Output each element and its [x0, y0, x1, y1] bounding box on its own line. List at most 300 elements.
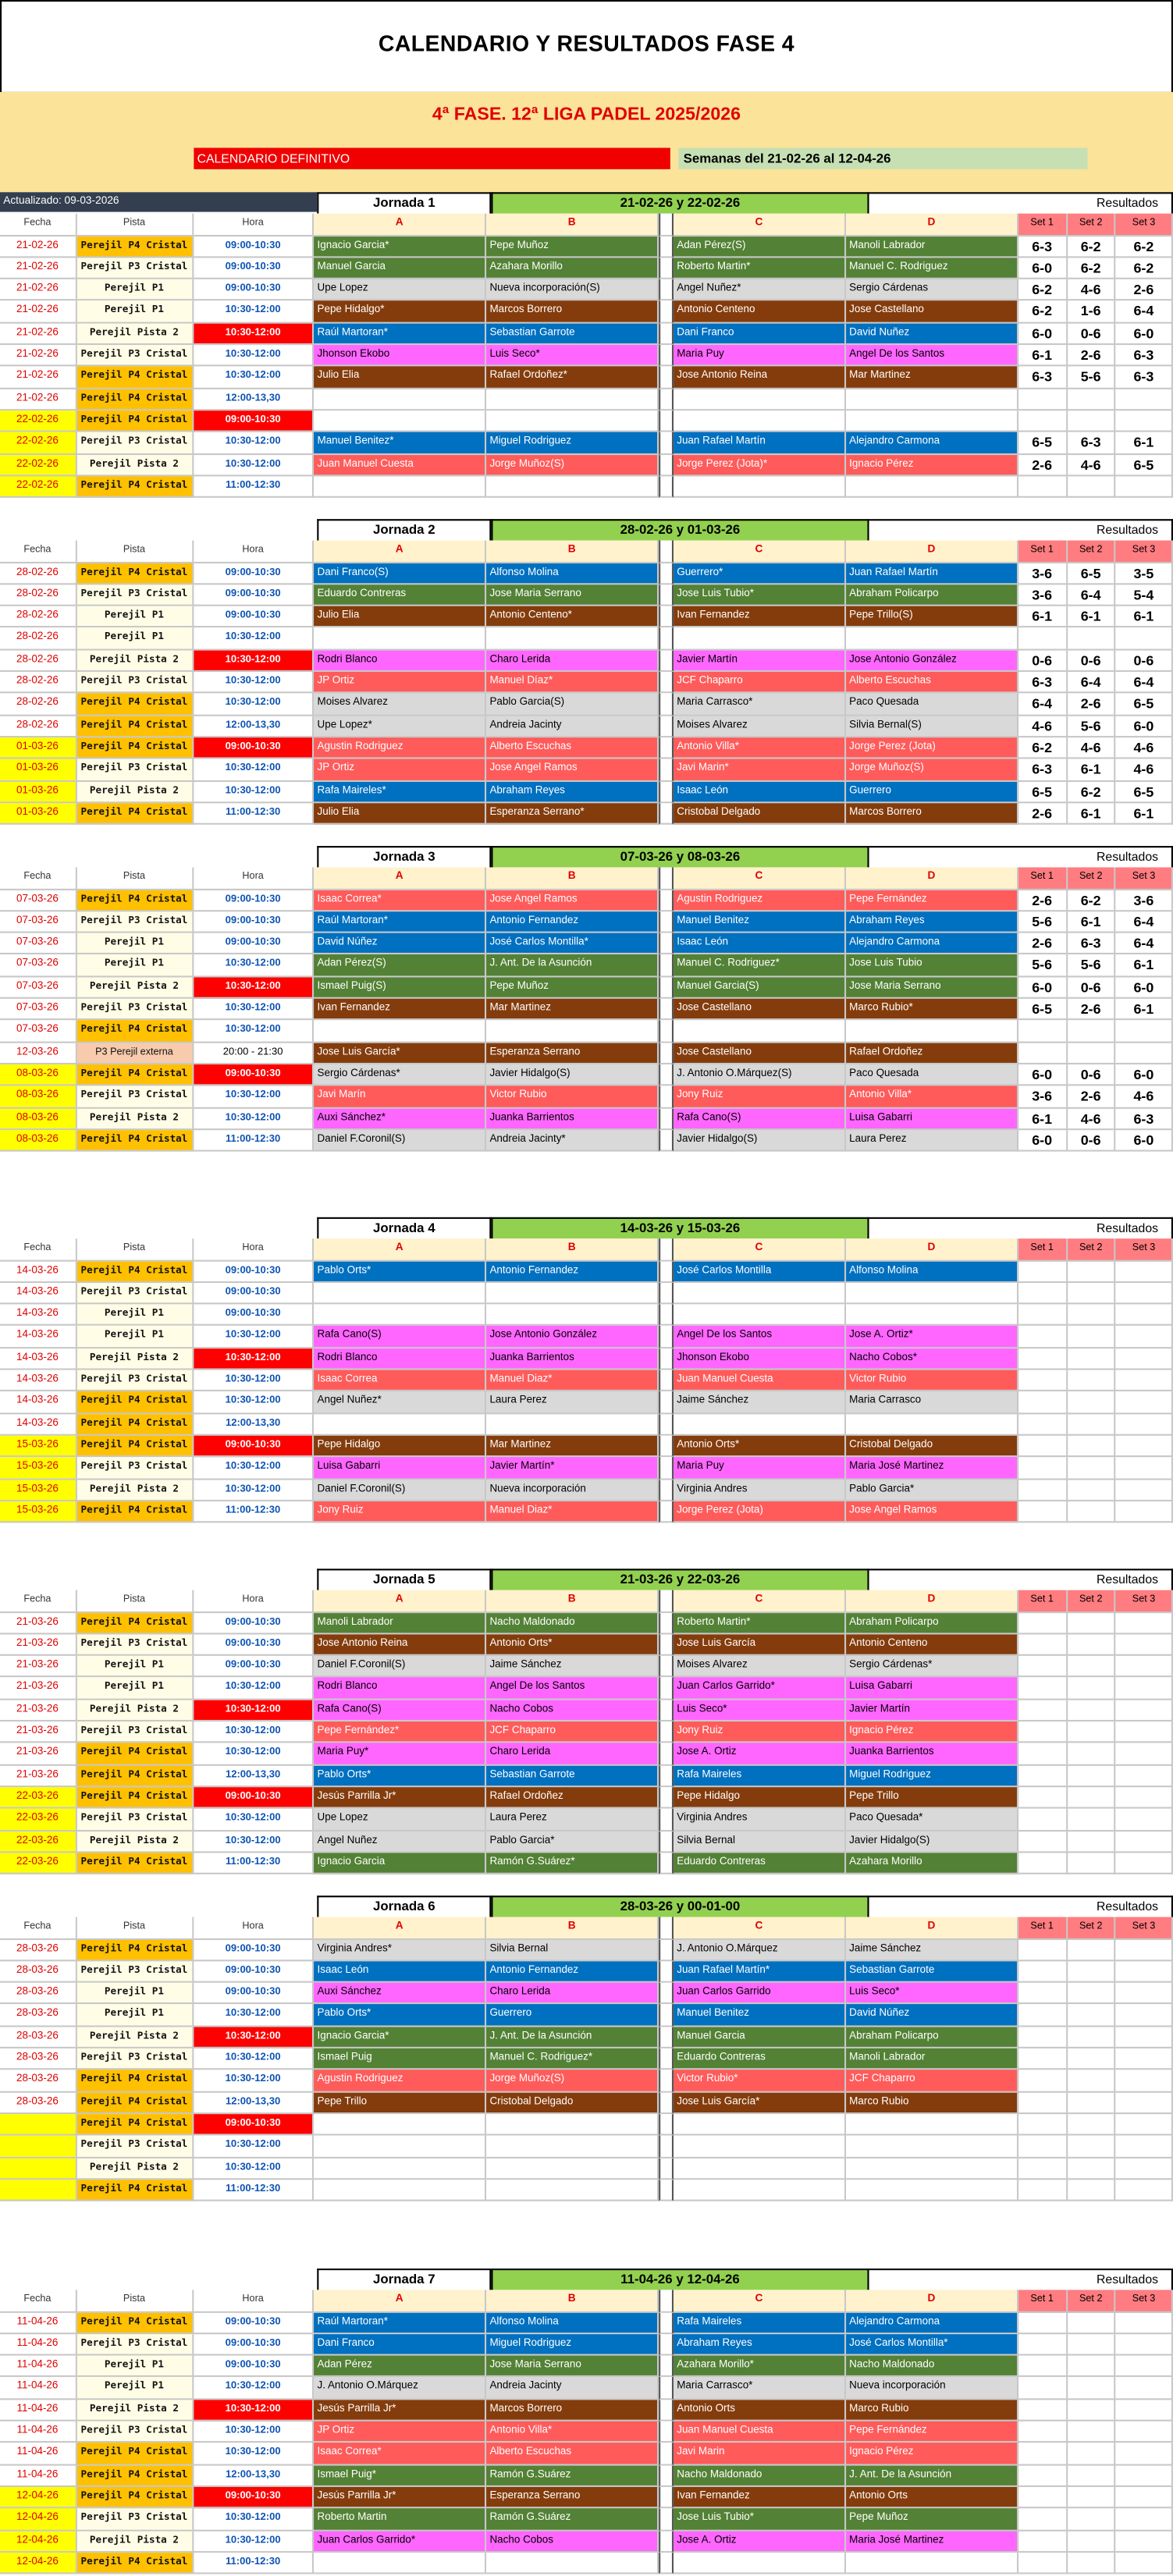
match-row — [0, 1108, 1173, 1130]
set-1-score: 2-6 — [1018, 454, 1068, 476]
column-divider — [659, 2421, 674, 2443]
player-d: Pepe Fernández — [846, 2421, 1018, 2443]
player-d: Alberto Escuchas — [846, 672, 1018, 694]
column-divider — [659, 1348, 674, 1370]
match-court: Perejil P4 Cristal — [76, 1501, 194, 1523]
jornada-title: Jornada 4 — [317, 1217, 491, 1239]
set-3-score — [1116, 1634, 1173, 1656]
column-divider — [659, 933, 674, 955]
player-d: Jorge Perez (Jota) — [846, 737, 1018, 759]
match-row — [0, 2070, 1173, 2092]
match-time: 10:30-12:00 — [194, 454, 314, 476]
match-row — [0, 1327, 1173, 1348]
set-1-score: 6-3 — [1018, 672, 1068, 694]
set2-header: Set 2 — [1068, 1917, 1117, 1939]
column-divider — [659, 1108, 674, 1130]
player-b — [486, 2180, 659, 2201]
player-d — [846, 1021, 1018, 1043]
set-1-score — [1018, 1656, 1068, 1678]
column-divider — [659, 672, 674, 694]
set-1-score: 2-6 — [1018, 890, 1068, 911]
column-divider — [659, 1809, 674, 1831]
match-date: 22-03-26 — [0, 1787, 76, 1809]
match-row — [0, 1634, 1173, 1656]
match-date: 07-03-26 — [0, 933, 76, 955]
column-divider — [659, 803, 674, 825]
fecha-header: Fecha — [0, 1590, 76, 1612]
match-row — [0, 911, 1173, 933]
match-row — [0, 389, 1173, 410]
set-1-score — [1018, 1634, 1068, 1656]
set-3-score: 6-4 — [1116, 911, 1173, 933]
player-c: Angel Nuñez* — [674, 279, 846, 301]
match-time: 10:30-12:00 — [194, 628, 314, 650]
match-court: Perejil P1 — [76, 301, 194, 323]
player-d: Alejandro Carmona — [846, 432, 1018, 454]
column-divider — [659, 2070, 674, 2092]
player-c: Juan Rafael Martín* — [674, 1961, 846, 1983]
set-1-score: 6-2 — [1018, 279, 1068, 301]
player-c: Javier Martín — [674, 650, 846, 672]
player-d: Luis Seco* — [846, 1983, 1018, 2005]
header-spacer — [0, 1217, 77, 1239]
player-b: Alfonso Molina — [486, 2312, 659, 2334]
player-d: Pepe Muñoz — [846, 2509, 1018, 2531]
match-row — [0, 1853, 1173, 1874]
set-3-score — [1116, 2356, 1173, 2378]
jornada-title: Jornada 2 — [317, 519, 491, 541]
match-court: Perejil Pista 2 — [76, 1108, 194, 1130]
match-row — [0, 2465, 1173, 2487]
player-d: Miguel Rodriguez — [846, 1765, 1018, 1787]
match-time: 10:30-12:00 — [194, 1700, 314, 1721]
player-d-header: D — [846, 1590, 1018, 1612]
player-c — [674, 1021, 846, 1043]
player-a — [314, 389, 486, 410]
resultados-label: Resultados — [869, 192, 1173, 214]
resultados-label: Resultados — [869, 519, 1173, 541]
set-3-score — [1116, 2048, 1173, 2070]
set-3-score: 6-0 — [1116, 1130, 1173, 1152]
set-2-score — [1067, 2136, 1116, 2158]
match-date: 08-03-26 — [0, 1086, 76, 1108]
column-divider — [659, 606, 674, 628]
player-b: Pepe Muñoz — [486, 236, 659, 258]
set-3-score: 6-5 — [1116, 694, 1173, 716]
match-date: 12-04-26 — [0, 2487, 76, 2509]
match-date: 21-03-26 — [0, 1765, 76, 1787]
player-a: Isaac Correa* — [314, 890, 486, 911]
set-1-score — [1018, 1261, 1068, 1283]
player-a: Angel Nuñez* — [314, 1392, 486, 1414]
player-b-header: B — [486, 1917, 659, 1939]
column-divider — [659, 1458, 674, 1480]
match-date: 28-02-26 — [0, 694, 76, 716]
player-c: Maria Carrasco* — [674, 694, 846, 716]
match-row — [0, 737, 1173, 759]
column-divider — [659, 911, 674, 933]
player-c: Jaime Sánchez — [674, 1392, 846, 1414]
match-row — [0, 2378, 1173, 2400]
player-a: JP Ortiz — [314, 672, 486, 694]
match-court: Perejil P4 Cristal — [76, 694, 194, 716]
player-c: Rafa Maireles — [674, 1765, 846, 1787]
player-c — [674, 389, 846, 410]
set-1-score — [1018, 1414, 1068, 1436]
set-3-score — [1116, 2378, 1173, 2400]
player-c — [674, 410, 846, 432]
player-d: Jose Angel Ramos — [846, 1501, 1018, 1523]
set-3-score — [1116, 1700, 1173, 1721]
set-2-score — [1067, 2070, 1116, 2092]
jornada-dates: 11-04-26 y 12-04-26 — [491, 2269, 869, 2290]
match-row — [0, 2531, 1173, 2553]
match-date: 21-02-26 — [0, 367, 76, 389]
player-c-header: C — [674, 1917, 846, 1939]
set-2-score — [1067, 1831, 1116, 1853]
match-time: 09:00-10:30 — [194, 1305, 314, 1327]
match-date: 12-04-26 — [0, 2509, 76, 2531]
match-time: 09:00-10:30 — [194, 1656, 314, 1678]
player-c — [674, 2553, 846, 2574]
player-d: Juanka Barrientos — [846, 1743, 1018, 1765]
column-divider — [659, 759, 674, 781]
player-c: Juan Rafael Martín — [674, 432, 846, 454]
match-court: Perejil P3 Cristal — [76, 911, 194, 933]
match-court: Perejil P4 Cristal — [76, 476, 194, 498]
player-b-header: B — [486, 541, 659, 563]
player-d: Maria José Martinez — [846, 2531, 1018, 2553]
match-row — [0, 1612, 1173, 1634]
column-divider — [659, 2487, 674, 2509]
jornada-header-row — [0, 192, 1173, 214]
player-a-header: A — [314, 1917, 486, 1939]
header-spacer — [195, 192, 317, 214]
match-time: 09:00-10:30 — [194, 2312, 314, 2334]
page-title: CALENDARIO Y RESULTADOS FASE 4 — [378, 30, 795, 56]
match-time: 10:30-12:00 — [194, 1721, 314, 1743]
match-date: 21-03-26 — [0, 1743, 76, 1765]
player-d — [846, 2136, 1018, 2158]
player-c: Azahara Morillo* — [674, 2356, 846, 2378]
set-3-score — [1116, 1765, 1173, 1787]
player-a: Manuel Garcia — [314, 258, 486, 279]
player-b: Rafael Ordoñez — [486, 1787, 659, 1809]
column-divider — [659, 2027, 674, 2048]
match-date: 14-03-26 — [0, 1348, 76, 1370]
set-3-score — [1116, 2005, 1173, 2027]
match-row — [0, 694, 1173, 716]
player-d: Nacho Maldonado — [846, 2356, 1018, 2378]
player-c: JCF Chaparro — [674, 672, 846, 694]
match-date: 07-03-26 — [0, 911, 76, 933]
match-court: Perejil P3 Cristal — [76, 1809, 194, 1831]
player-a: Isaac Correa* — [314, 2443, 486, 2465]
set-2-score — [1067, 1370, 1116, 1392]
player-d: Paco Quesada — [846, 1064, 1018, 1086]
column-divider — [659, 1043, 674, 1064]
match-row — [0, 1370, 1173, 1392]
player-c: Antonio Orts — [674, 2400, 846, 2421]
match-row — [0, 2027, 1173, 2048]
match-date: 11-04-26 — [0, 2356, 76, 2378]
set-1-score — [1018, 1831, 1068, 1853]
match-date: 28-03-26 — [0, 1983, 76, 2005]
set-2-score — [1067, 2400, 1116, 2421]
jornada-table — [0, 519, 1173, 825]
player-d: Azahara Morillo — [846, 1853, 1018, 1874]
match-row — [0, 1436, 1173, 1458]
column-divider — [659, 1327, 674, 1348]
player-c — [674, 2136, 846, 2158]
player-d: Maria Carrasco — [846, 1392, 1018, 1414]
match-court: Perejil P4 Cristal — [76, 2465, 194, 2487]
match-row — [0, 606, 1173, 628]
set-2-score — [1067, 2465, 1116, 2487]
jornada-title: Jornada 1 — [317, 192, 491, 214]
match-court: Perejil P3 Cristal — [76, 2334, 194, 2356]
match-time: 10:30-12:00 — [194, 672, 314, 694]
match-date: 21-02-26 — [0, 236, 76, 258]
match-court: Perejil P3 Cristal — [76, 1283, 194, 1305]
player-d: Sergio Cárdenas* — [846, 1656, 1018, 1678]
column-divider — [659, 279, 674, 301]
set-3-score: 5-4 — [1116, 584, 1173, 606]
column-divider — [659, 367, 674, 389]
match-row — [0, 1458, 1173, 1480]
match-court: Perejil P4 Cristal — [76, 737, 194, 759]
match-court: Perejil P3 Cristal — [76, 1634, 194, 1656]
player-a: Juan Carlos Garrido* — [314, 2531, 486, 2553]
match-time: 10:30-12:00 — [194, 432, 314, 454]
column-divider — [659, 2048, 674, 2070]
player-c-header: C — [674, 2290, 846, 2312]
player-d: Manoli Labrador — [846, 236, 1018, 258]
set-2-score — [1067, 2421, 1116, 2443]
set-1-score — [1018, 2070, 1068, 2092]
player-c: Roberto Martin* — [674, 1612, 846, 1634]
player-b: Luis Seco* — [486, 345, 659, 367]
player-b — [486, 1305, 659, 1327]
player-a: Rodri Blanco — [314, 1678, 486, 1700]
pista-header: Pista — [76, 541, 194, 563]
match-court: Perejil P4 Cristal — [76, 1436, 194, 1458]
player-b: Antonio Fernandez — [486, 1261, 659, 1283]
player-c: Antonio Villa* — [674, 737, 846, 759]
match-row — [0, 2158, 1173, 2180]
set-3-score — [1116, 1021, 1173, 1043]
player-d: Ignacio Pérez — [846, 454, 1018, 476]
player-d — [846, 2180, 1018, 2201]
player-c: Virginia Andres — [674, 1480, 846, 1501]
column-divider — [659, 1501, 674, 1523]
player-b: Javier Martín* — [486, 1458, 659, 1480]
match-row — [0, 999, 1173, 1021]
fecha-header: Fecha — [0, 1917, 76, 1939]
player-b: Esperanza Serrano — [486, 1043, 659, 1064]
player-a: Ismael Puig(S) — [314, 977, 486, 999]
set-3-score: 6-3 — [1116, 1108, 1173, 1130]
fecha-header: Fecha — [0, 541, 76, 563]
match-row — [0, 2048, 1173, 2070]
player-b: Nacho Maldonado — [486, 1612, 659, 1634]
set1-header: Set 1 — [1018, 1239, 1068, 1261]
set-1-score — [1018, 410, 1068, 432]
player-b-header: B — [486, 868, 659, 890]
player-c: Rafa Cano(S) — [674, 1108, 846, 1130]
match-time: 09:00-10:30 — [194, 933, 314, 955]
column-divider — [659, 2180, 674, 2201]
match-date — [0, 2180, 76, 2201]
jornada-dates: 07-03-26 y 08-03-26 — [491, 846, 869, 868]
column-divider — [659, 2290, 674, 2312]
match-time: 20:00 - 21:30 — [194, 1043, 314, 1064]
player-c — [674, 1414, 846, 1436]
set1-header: Set 1 — [1018, 541, 1068, 563]
player-a: JP Ortiz — [314, 759, 486, 781]
player-d: Ignacio Pérez — [846, 2443, 1018, 2465]
player-b: Manuel Diaz* — [486, 1501, 659, 1523]
player-a: Auxi Sánchez — [314, 1983, 486, 2005]
set-3-score — [1116, 2114, 1173, 2136]
match-date: 15-03-26 — [0, 1480, 76, 1501]
set-2-score — [1067, 1458, 1116, 1480]
match-court: Perejil P1 — [76, 2005, 194, 2027]
player-c: Juan Manuel Cuesta — [674, 1370, 846, 1392]
match-court: Perejil P3 Cristal — [76, 2421, 194, 2443]
set-3-score: 3-5 — [1116, 563, 1173, 584]
set-2-score — [1067, 1612, 1116, 1634]
player-d: Laura Perez — [846, 1130, 1018, 1152]
match-date: 14-03-26 — [0, 1261, 76, 1283]
hora-header: Hora — [194, 1917, 314, 1939]
match-date: 14-03-26 — [0, 1327, 76, 1348]
match-time: 10:30-12:00 — [194, 2531, 314, 2553]
player-c: Silvia Bernal — [674, 1831, 846, 1853]
player-b: Antonio Fernandez — [486, 1961, 659, 1983]
jornada-header-row — [0, 2269, 1173, 2290]
match-date: 22-03-26 — [0, 1831, 76, 1853]
column-divider — [659, 650, 674, 672]
player-c: Virginia Andres — [674, 1809, 846, 1831]
hora-header: Hora — [194, 2290, 314, 2312]
jornada-dates: 21-02-26 y 22-02-26 — [491, 192, 869, 214]
match-row — [0, 803, 1173, 825]
match-court: Perejil Pista 2 — [76, 1348, 194, 1370]
column-divider — [659, 1700, 674, 1721]
column-divider — [659, 2092, 674, 2114]
match-row — [0, 301, 1173, 323]
player-c: Guerrero* — [674, 563, 846, 584]
player-b: Esperanza Serrano* — [486, 803, 659, 825]
set-1-score: 3-6 — [1018, 563, 1068, 584]
player-c: Jose Luis Tubio* — [674, 584, 846, 606]
column-divider — [659, 1064, 674, 1086]
player-d-header: D — [846, 214, 1018, 236]
player-c — [674, 2158, 846, 2180]
header-spacer — [0, 846, 77, 868]
player-d: Jaime Sánchez — [846, 1939, 1018, 1961]
match-date: 28-03-26 — [0, 2005, 76, 2027]
player-d: Luisa Gabarri — [846, 1108, 1018, 1130]
match-date: 28-02-26 — [0, 563, 76, 584]
column-divider — [659, 2136, 674, 2158]
set-1-score: 6-0 — [1018, 258, 1068, 279]
player-b: Jorge Muñoz(S) — [486, 2070, 659, 2092]
set-1-score: 6-0 — [1018, 323, 1068, 345]
column-divider — [659, 1983, 674, 2005]
match-date: 21-03-26 — [0, 1721, 76, 1743]
set-2-score — [1067, 1809, 1116, 1831]
match-row — [0, 279, 1173, 301]
set-3-score: 4-6 — [1116, 737, 1173, 759]
match-court: Perejil Pista 2 — [76, 2027, 194, 2048]
set-2-score: 2-6 — [1067, 345, 1116, 367]
set-2-score: 6-4 — [1067, 584, 1116, 606]
set-2-score: 0-6 — [1067, 977, 1116, 999]
match-date: 11-04-26 — [0, 2443, 76, 2465]
player-a: Daniel F.Coronil(S) — [314, 1656, 486, 1678]
match-court: Perejil Pista 2 — [76, 323, 194, 345]
set-1-score: 5-6 — [1018, 911, 1068, 933]
fase-title: 4ª FASE. 12ª LIGA PADEL 2025/2026 — [432, 105, 741, 125]
column-divider — [659, 1678, 674, 1700]
match-date: 28-03-26 — [0, 1961, 76, 1983]
match-row — [0, 2400, 1173, 2421]
set-3-score — [1116, 1348, 1173, 1370]
player-a — [314, 2180, 486, 2201]
match-court: Perejil Pista 2 — [76, 454, 194, 476]
match-court: Perejil P4 Cristal — [76, 367, 194, 389]
match-time: 12:00-13,30 — [194, 2465, 314, 2487]
set-1-score — [1018, 2180, 1068, 2201]
match-row — [0, 1130, 1173, 1152]
set-3-score — [1116, 1283, 1173, 1305]
set-1-score: 6-0 — [1018, 977, 1068, 999]
column-divider — [659, 236, 674, 258]
set-3-score: 6-5 — [1116, 454, 1173, 476]
pista-header: Pista — [76, 1239, 194, 1261]
player-a — [314, 410, 486, 432]
column-header-row — [0, 541, 1173, 563]
match-date: 11-04-26 — [0, 2400, 76, 2421]
set-3-score: 6-4 — [1116, 933, 1173, 955]
player-c: Agustin Rodriguez — [674, 890, 846, 911]
match-row — [0, 933, 1173, 955]
match-court: Perejil P4 Cristal — [76, 890, 194, 911]
jornada-title: Jornada 7 — [317, 2269, 491, 2290]
header-spacer — [0, 192, 77, 214]
match-court: Perejil P1 — [76, 2356, 194, 2378]
match-time: 10:30-12:00 — [194, 1809, 314, 1831]
player-b: Andreia Jacinty — [486, 716, 659, 737]
match-date: 28-02-26 — [0, 628, 76, 650]
set-2-score — [1067, 1392, 1116, 1414]
set-3-score — [1116, 1305, 1173, 1327]
hora-header: Hora — [194, 1590, 314, 1612]
player-c: Maria Carrasco* — [674, 2378, 846, 2400]
player-a: Ismael Puig* — [314, 2465, 486, 2487]
set-2-score: 2-6 — [1067, 694, 1116, 716]
set-1-score: 6-3 — [1018, 367, 1068, 389]
match-row — [0, 1480, 1173, 1501]
player-d: Juan Rafael Martín — [846, 563, 1018, 584]
set2-header: Set 2 — [1068, 541, 1117, 563]
set-1-score — [1018, 2443, 1068, 2465]
column-divider — [659, 258, 674, 279]
jornada-header-row — [0, 1217, 1173, 1239]
set-3-score: 6-0 — [1116, 323, 1173, 345]
